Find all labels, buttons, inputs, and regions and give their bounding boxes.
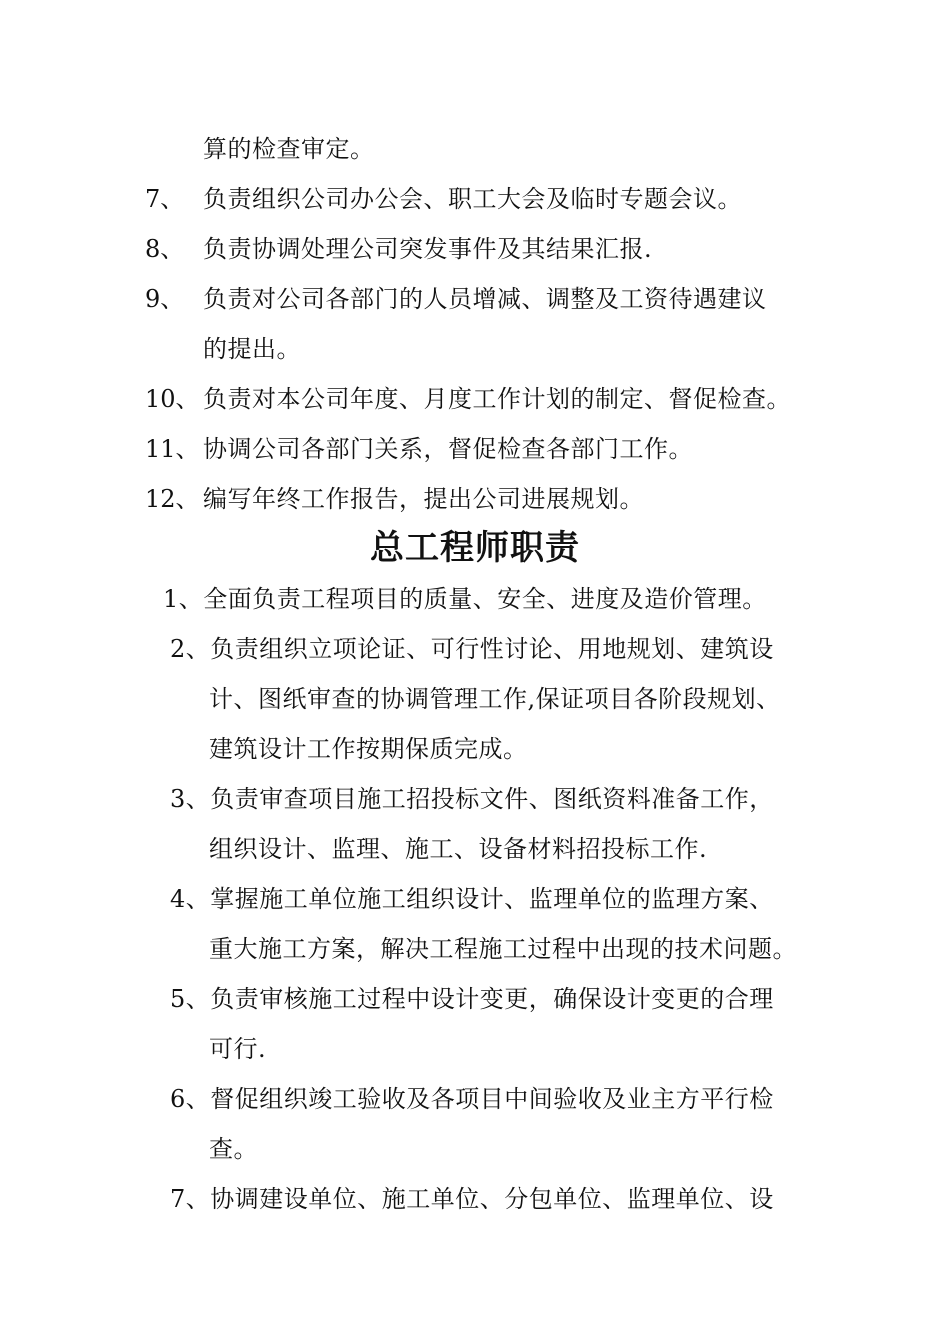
item-text: 负责协调处理公司突发事件及其结果汇报. bbox=[203, 235, 653, 263]
item-number: 12、 bbox=[145, 485, 200, 513]
item-text: 查。 bbox=[209, 1135, 258, 1163]
item-text: 3、负责审查项目施工招投标文件、图纸资料准备工作， bbox=[170, 785, 774, 813]
item-text: 6、督促组织竣工验收及各项目中间验收及业主方平行检 bbox=[170, 1085, 774, 1113]
item-text: 负责对本公司年度、月度工作计划的制定、督促检查。 bbox=[203, 385, 791, 413]
section-title: 总工程师职责 bbox=[370, 528, 580, 568]
item-text: 计、图纸审查的协调管理工作,保证项目各阶段规划、 bbox=[209, 685, 781, 713]
item-number: 9、 bbox=[145, 285, 185, 313]
item-text: 协调公司各部门关系，督促检查各部门工作。 bbox=[203, 435, 693, 463]
item-text: 4、掌握施工单位施工组织设计、监理单位的监理方案、 bbox=[170, 885, 774, 913]
item-text: 1、全面负责工程项目的质量、安全、进度及造价管理。 bbox=[163, 585, 767, 613]
item-text: 可行. bbox=[209, 1035, 267, 1063]
item-text: 负责组织公司办公会、职工大会及临时专题会议。 bbox=[203, 185, 742, 213]
item-text: 2、负责组织立项论证、可行性讨论、用地规划、建筑设 bbox=[170, 635, 774, 663]
item-text: 7、协调建设单位、施工单位、分包单位、监理单位、设 bbox=[170, 1185, 774, 1213]
continuation-line: 算的检查审定。 bbox=[203, 135, 375, 163]
item-text: 建筑设计工作按期保质完成。 bbox=[209, 735, 528, 763]
item-text: 编写年终工作报告，提出公司进展规划。 bbox=[203, 485, 644, 513]
item-text: 5、负责审核施工过程中设计变更，确保设计变更的合理 bbox=[170, 985, 774, 1013]
item-text: 组织设计、监理、施工、设备材料招投标工作. bbox=[209, 835, 708, 863]
item-number: 10、 bbox=[145, 385, 200, 413]
item-text: 的提出。 bbox=[203, 335, 301, 363]
item-text: 负责对公司各部门的人员增减、调整及工资待遇建议 bbox=[203, 285, 767, 313]
item-number: 7、 bbox=[145, 185, 185, 213]
item-number: 8、 bbox=[145, 235, 185, 263]
item-number: 11、 bbox=[145, 435, 200, 463]
item-text: 重大施工方案，解决工程施工过程中出现的技术问题。 bbox=[209, 935, 797, 963]
